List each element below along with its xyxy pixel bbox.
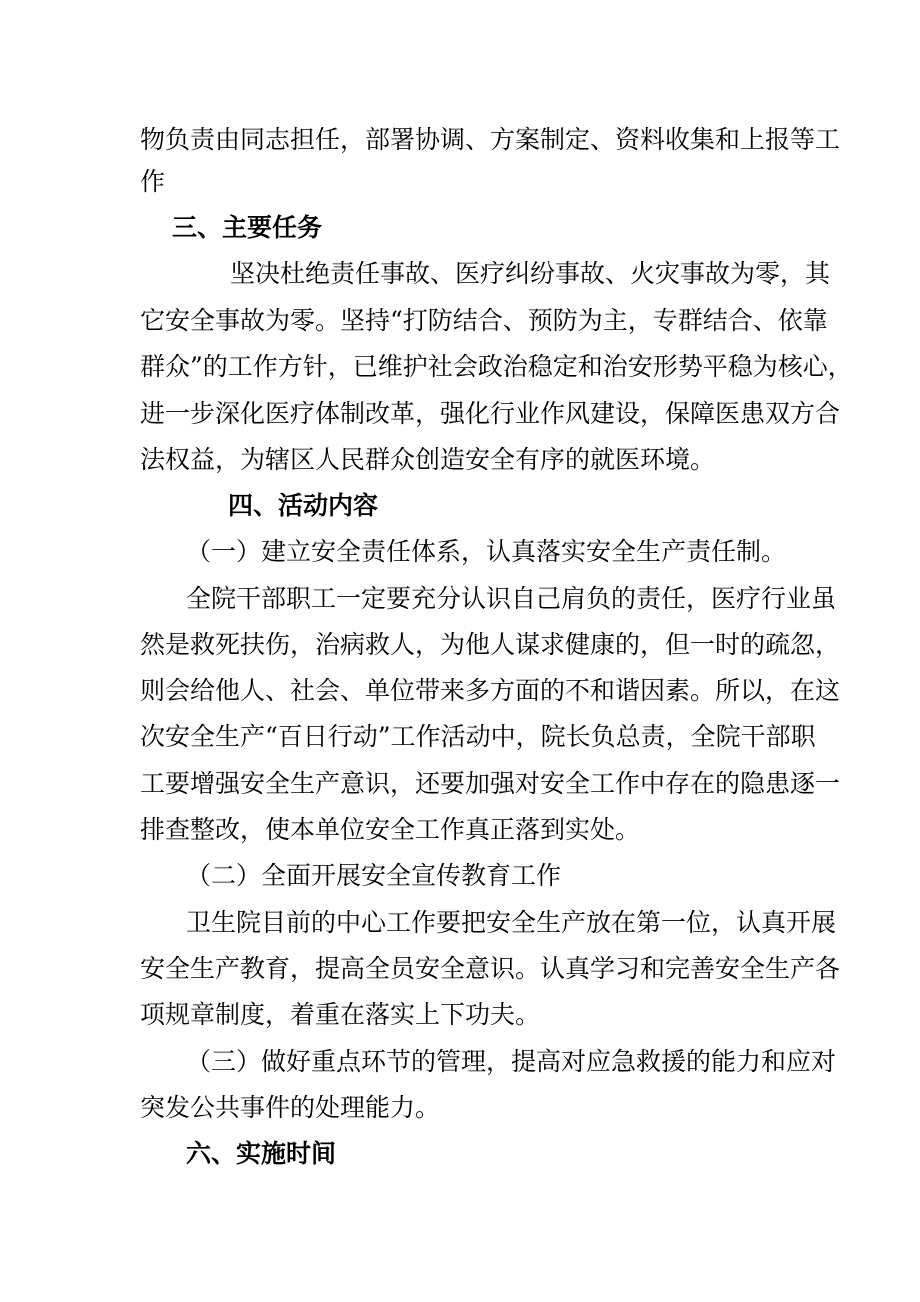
paragraph-line: 群众”的工作方针，已维护社会政治稳定和治安形势平稳为核心， [140, 352, 853, 381]
subsection-heading: （三）做好重点环节的管理，提高对应急救援的能力和应对 [186, 1047, 837, 1076]
paragraph-line: 突发公共事件的处理能力。 [140, 1093, 441, 1122]
paragraph-line: 则会给他人、社会、单位带来多方面的不和谐因素。所以，在这 [140, 676, 841, 705]
paragraph-line: 作 [140, 167, 166, 196]
paragraph-line: 物负责由同志担任，部署协调、方案制定、资料收集和上报等工 [140, 125, 841, 154]
paragraph-line: 项规章制度，着重在落实上下功夫。 [140, 1000, 541, 1029]
paragraph-line: 法权益，为辖区人民群众创造安全有序的就医环境。 [140, 445, 716, 474]
paragraph-line: 全院干部职工一定要充分认识自己肩负的责任，医疗行业虽 [186, 584, 837, 613]
subsection-heading: （一）建立安全责任体系，认真落实安全生产责任制。 [186, 537, 787, 566]
section-heading-activity-content: 四、活动内容 [228, 491, 379, 520]
paragraph-line: 次安全生产“百日行动”工作活动中，院长负总责，全院干部职 [140, 722, 816, 751]
paragraph-line: 然是救死扶伤，治病救人，为他人谋求健康的，但一时的疏忽， [140, 630, 841, 659]
paragraph-line: 卫生院目前的中心工作要把安全生产放在第一位，认真开展 [186, 908, 837, 937]
paragraph-line: 坚决杜绝责任事故、医疗纠纷事故、火灾事故为零，其 [230, 259, 831, 288]
section-heading-implementation-time: 六、实施时间 [186, 1139, 337, 1168]
subsection-heading: （二）全面开展安全宣传教育工作 [186, 861, 562, 890]
paragraph-line: 进一步深化医疗体制改革，强化行业作风建设，保障医患双方合 [140, 399, 841, 428]
paragraph-line: 安全生产教育，提高全员安全意识。认真学习和完善安全生产各 [140, 954, 841, 983]
paragraph-line: 工要增强安全生产意识，还要加强对安全工作中存在的隐患逐一 [140, 769, 841, 798]
section-heading-main-tasks: 三、主要任务 [172, 213, 323, 242]
paragraph-line: 它安全事故为零。坚持“打防结合、预防为主，专群结合、依靠 [140, 306, 828, 335]
paragraph-line: 排查整改，使本单位安全工作真正落到实处。 [140, 815, 641, 844]
